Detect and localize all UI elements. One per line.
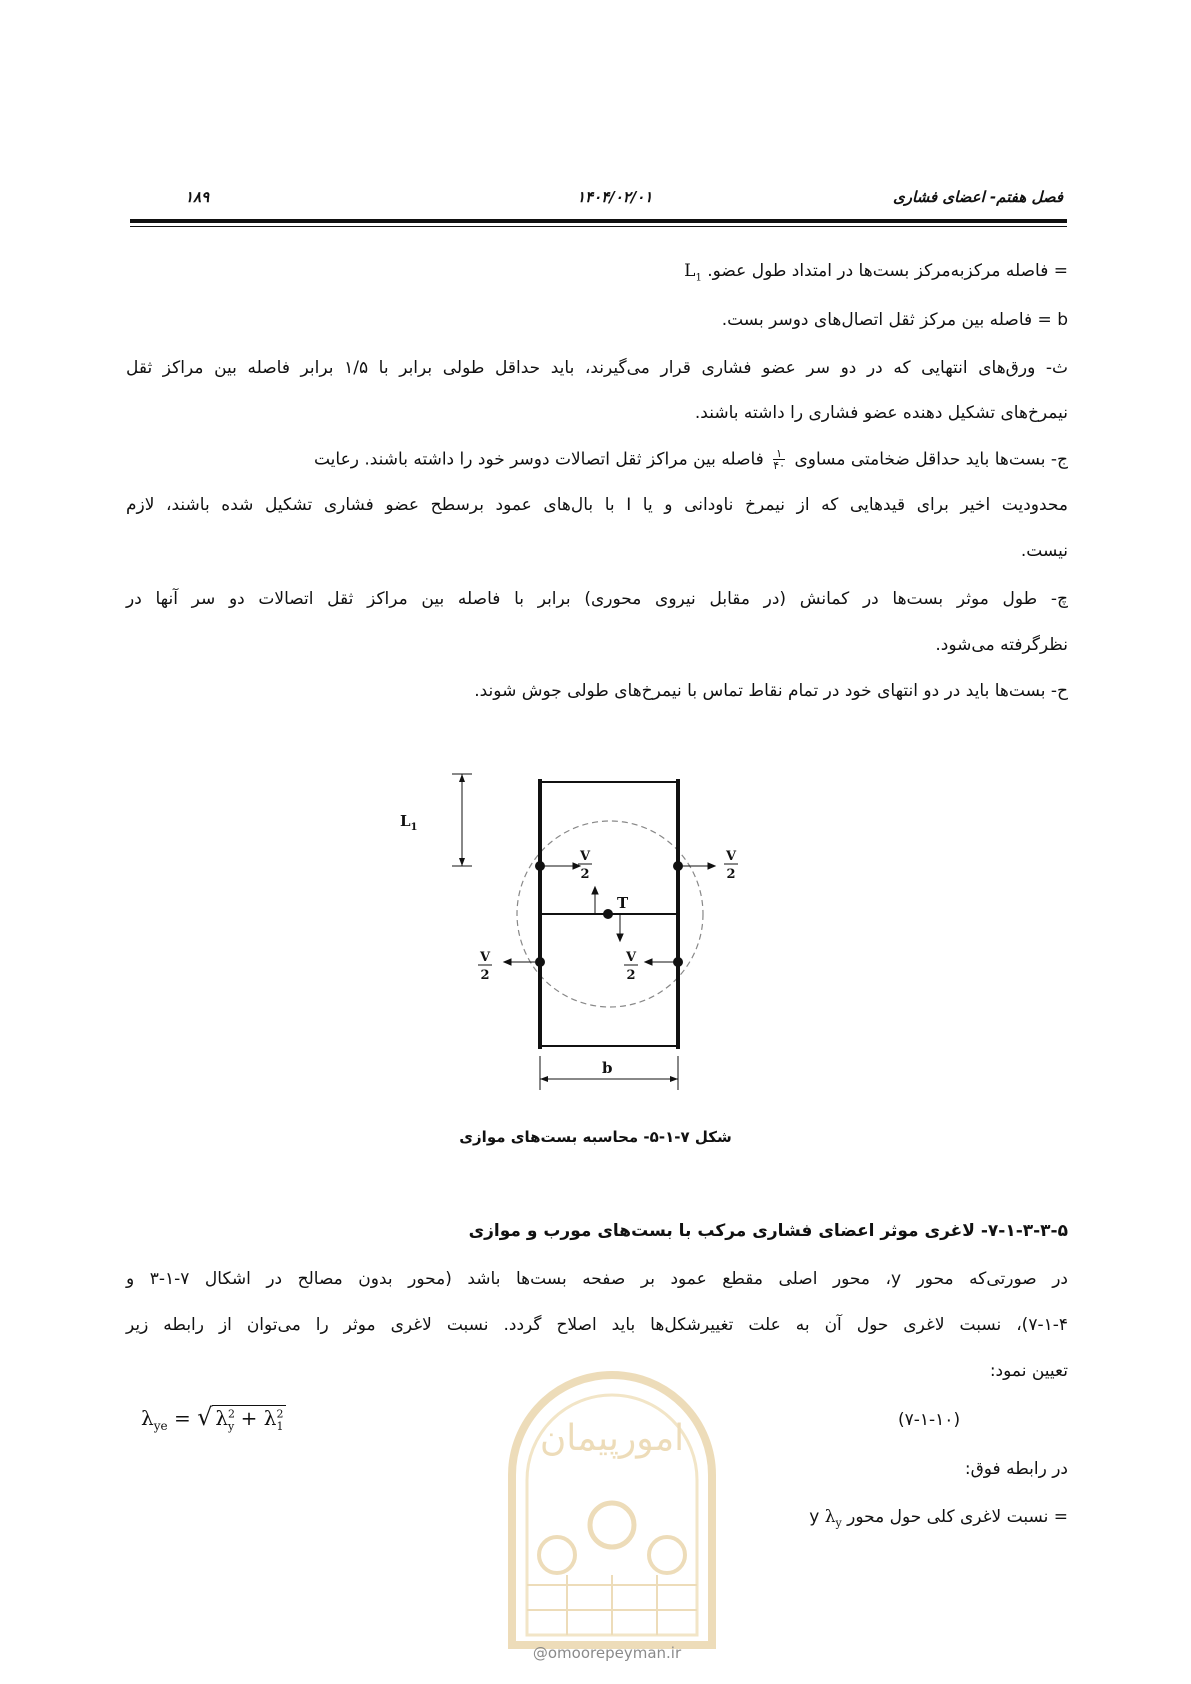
item-j-part-b: فاصله بین مراکز ثقل اتصالات دوسر خود را داشته باشند. رعایت <box>313 449 764 470</box>
fraction-1-40: $\frac{۱}{۴۰}$ <box>773 447 786 472</box>
item-th-line-2: نیمرخ‌های تشکیل دهنده عضو فشاری را داشته باشند. <box>694 403 1068 423</box>
svg-text:2: 2 <box>626 968 636 983</box>
scales-icon <box>539 1537 575 1573</box>
item-ch-line-1: چ- طول موثر بست‌ها در کمانش (در مقابل نیروی محوری) برابر با فاصله بین مراکز ثقل اتصالات دو سر آنها در <box>126 589 1068 609</box>
svg-text:2: 2 <box>580 867 590 882</box>
svg-text:2: 2 <box>726 867 736 882</box>
definition-b: b = فاصله بین مرکز ثقل اتصال‌های دوسر بست. <box>721 310 1068 330</box>
parallel-batten-figure <box>400 774 750 1104</box>
l1-symbol: $L_1$ <box>684 261 702 284</box>
item-th-line-1: ث- ورق‌های انتهایی که در دو سر عضو فشاری قرار می‌گیرند، باید حداقل طولی برابر با ۱/۵ برابر فاصله بین مراکز ثقل <box>126 358 1069 378</box>
item-ch-line-2: نظرگرفته می‌شود. <box>935 635 1068 655</box>
watermark-logo <box>487 1355 737 1665</box>
paragraph-line-3: تعیین نمود: <box>989 1361 1068 1381</box>
label-v-top-right: V <box>725 849 737 864</box>
section-heading: ۷-۱-۳-۳-۵- لاغری موثر اعضای فشاری مرکب با بست‌های مورب و موازی <box>468 1221 1068 1241</box>
label-v-top-left: V <box>579 849 591 864</box>
header-rule-thin <box>130 226 1067 227</box>
gear-icon <box>590 1503 634 1547</box>
page-number: ۱۸۹ <box>185 188 210 206</box>
lambda-y-symbol: $\lambda_y$ <box>824 1507 842 1530</box>
l1-definition-text: = فاصله مرکزبه‌مرکز بست‌ها در امتداد طول عضو. <box>707 261 1068 281</box>
definition-lambda-y <box>809 1506 1068 1534</box>
paragraph-line-1: در صورتی‌که محور y، محور اصلی مقطع عمود بر صفحه بست‌ها باشد (محور بدون مصالح در اشکال ۷-۱-۳ و <box>126 1269 1068 1289</box>
watermark-url: @omoorepeyman.ir <box>532 1644 682 1662</box>
item-j-line-1 <box>314 448 1068 471</box>
equation-number: (۷-۱-۱۰) <box>898 1410 961 1430</box>
label-b: b <box>602 1059 613 1077</box>
item-j-part-a: ج- بست‌ها باید حداقل ضخامتی مساوی <box>794 449 1068 470</box>
joint-center <box>603 909 613 919</box>
lambda-y-definition-text: = نسبت لاغری کلی حول محور y <box>809 1507 1068 1527</box>
svg-text:2: 2 <box>480 968 490 983</box>
header-rule-thick <box>130 219 1067 223</box>
figure-caption: شکل ۷-۱-۵- محاسبه بست‌های موازی <box>459 1128 732 1146</box>
chapter-title: فصل هفتم- اعضای فشاری <box>893 188 1063 206</box>
label-v-bottom-right: V <box>625 950 637 965</box>
item-j-line-3: نیست. <box>1020 541 1068 561</box>
where-label: در رابطه فوق: <box>964 1459 1068 1479</box>
label-l1: $L_1$ <box>400 812 418 833</box>
paragraph-line-2: ۷-۱-۴)، نسبت لاغری حول آن به علت تغییرشکل‌ها باید اصلاح گردد. نسبت لاغری موثر را می‌توان از رابطه زیر <box>126 1315 1068 1335</box>
item-h-line-1: ح- بست‌ها باید در دو انتهای خود در تمام نقاط تماس با نیمرخ‌های طولی جوش شوند. <box>474 681 1068 701</box>
label-v-bottom-left: V <box>479 950 491 965</box>
item-j-line-2: محدودیت اخیر برای قیدهایی که از نیمرخ ناودانی و یا I با بال‌های عمود برسطح عضو فشاری تشکیل شده باشند، لازم <box>126 495 1068 515</box>
excavator-icon <box>649 1537 685 1573</box>
definition-l1 <box>684 260 1068 289</box>
effective-slenderness-equation: $\lambda_{ye}$ = √ $\lambda^2_y + \lambda^2_1$ <box>141 1403 286 1433</box>
watermark-logo-text: امورپیمان <box>539 1418 685 1459</box>
label-t: T <box>617 894 629 912</box>
header-date: ۱۴۰۴/۰۲/۰۱ <box>577 188 653 206</box>
